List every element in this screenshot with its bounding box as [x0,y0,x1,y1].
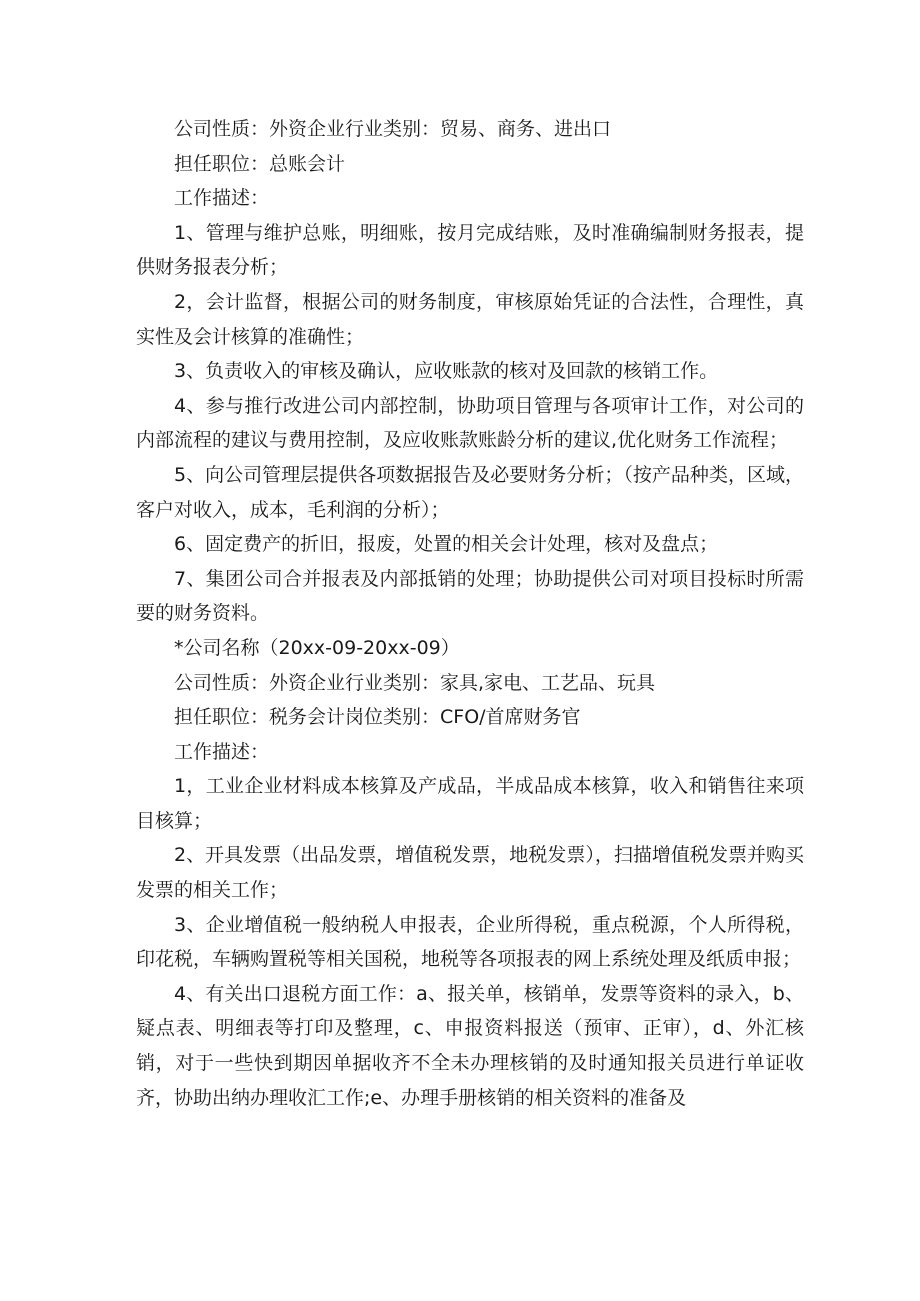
duty-item-2: 2，会计监督，根据公司的财务制度，审核原始凭证的合法性，合理性，真实性及会计核算的准确性； [136,290,804,348]
job-description-heading-1: 工作描述： [174,187,270,210]
duty-item-6: 6、固定费产的折旧，报废，处置的相关会计处理，核对及盘点； [174,533,719,556]
duty-item-4: 4、参与推行改进公司内部控制，协助项目管理与各项审计工作，对公司的内部流程的建议与费用控制，及应收账款账龄分析的建议,优化财务工作流程； [136,394,804,452]
duty-item-2-4: 4、有关出口退税方面工作：a、报关单，核销单，发票等资料的录入，b、疑点表、明细表等打印及整理，c、申报资料报送（预审、正审），d、外汇核销，对于一些快到期因单据收齐不全未办理核销的及时通知报关员进行单证收齐，协助出纳办理收汇工作;e、办理手册核销的相关资料的准备及 [136,982,804,1109]
duty-item-1: 1、管理与维护总账，明细账，按月完成结账，及时准确编制财务报表，提供财务报表分析； [136,221,804,279]
job-description-heading-2: 工作描述： [174,740,270,763]
position-1: 担任职位：总账会计 [174,152,346,175]
duty-item-2-2: 2、开具发票（出品发票，增值税发票，地税发票），扫描增值税发票并购买发票的相关工作； [136,844,804,902]
position-2: 担任职位：税务会计岗位类别：CFO/首席财务官 [174,706,581,729]
duty-item-5: 5、向公司管理层提供各项数据报告及必要财务分析；（按产品种类，区域，客户对收入，成本，毛利润的分析）； [136,463,804,521]
duty-item-3: 3、负责收入的审核及确认，应收账款的核对及回款的核销工作。 [174,360,719,383]
duty-item-2-3: 3、企业增值税一般纳税人申报表，企业所得税，重点税源，个人所得税，印花税，车辆购置税等相关国税，地税等各项报表的网上系统处理及纸质申报； [136,913,804,971]
duty-item-7: 7、集团公司合并报表及内部抵销的处理；协助提供公司对项目投标时所需要的财务资料。 [136,567,804,625]
company-nature-2: 公司性质：外资企业行业类别：家具,家电、工艺品、玩具 [174,671,656,694]
company-name-2: *公司名称（20xx-09-20xx-09） [174,636,460,659]
company-nature-1: 公司性质：外资企业行业类别：贸易、商务、进出口 [174,118,612,140]
duty-item-2-1: 1，工业企业材料成本核算及产成品，半成品成本核算，收入和销售往来项目核算； [136,775,804,832]
document-body [136,112,804,1115]
